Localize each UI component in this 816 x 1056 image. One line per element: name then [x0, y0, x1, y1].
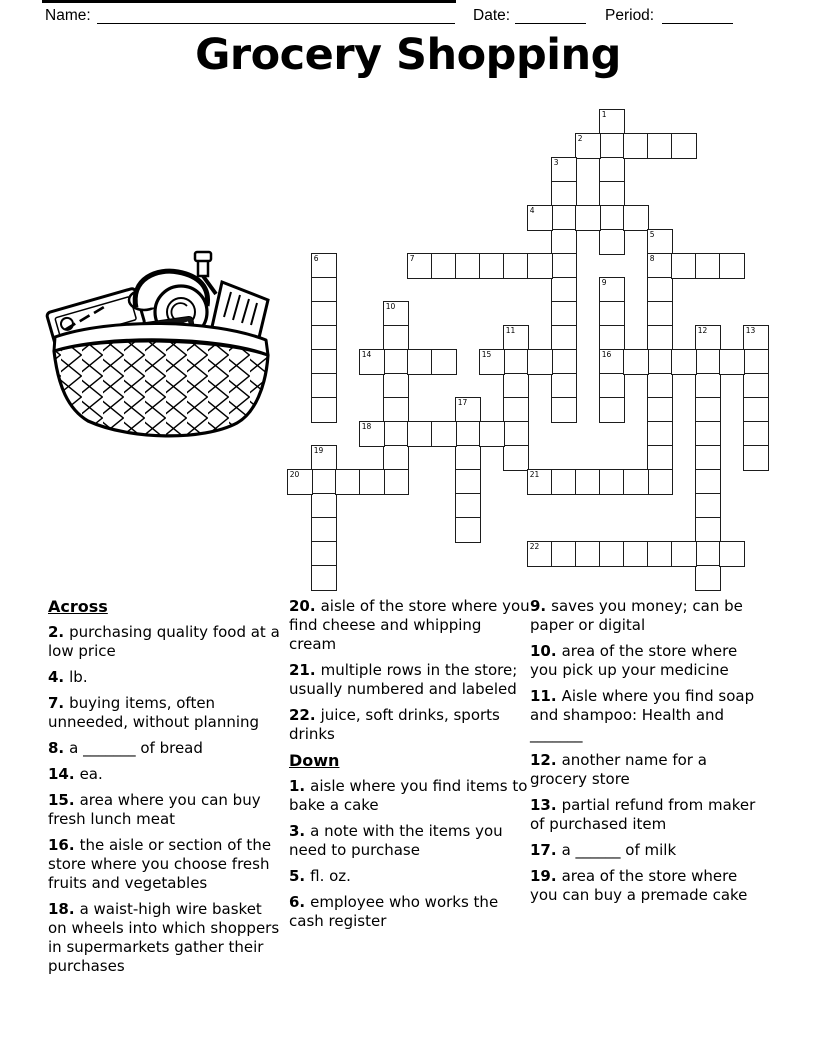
- clue-number: 1: [601, 109, 607, 119]
- crossword-cell: [311, 277, 337, 303]
- crossword-cell: [551, 397, 577, 423]
- crossword-cell: [599, 373, 625, 399]
- crossword-cell: [743, 445, 769, 471]
- clue-number: 3: [553, 157, 559, 167]
- clue-column-right: [530, 597, 768, 912]
- crossword-cell: [455, 397, 481, 423]
- crossword-cell: [671, 349, 697, 375]
- clue-item-number: 13.: [530, 796, 557, 814]
- crossword-cell: [671, 253, 697, 279]
- date-label: Date:: [473, 7, 511, 24]
- period-label: Period:: [605, 7, 655, 24]
- crossword-cell: [695, 325, 721, 351]
- crossword-cell: [695, 373, 721, 399]
- crossword-cell: [743, 421, 769, 447]
- crossword-cell: [695, 565, 721, 591]
- clue-item: [289, 893, 530, 931]
- clue-number: 8: [649, 253, 655, 263]
- crossword-cell: [311, 397, 337, 423]
- crossword-cell: [551, 373, 577, 399]
- crossword-cell: [647, 541, 673, 567]
- crossword-cell: [479, 349, 505, 375]
- crossword-cell: [527, 205, 553, 231]
- page-title: Grocery Shopping: [195, 30, 621, 80]
- clue-item: [48, 694, 281, 732]
- clue-item-text: another name for a grocery store: [530, 751, 707, 788]
- clue-number: 19: [313, 445, 324, 455]
- crossword-grid: [288, 110, 768, 590]
- crossword-cell: [503, 445, 529, 471]
- crossword-cell: [455, 517, 481, 543]
- clue-number: 7: [409, 253, 415, 263]
- crossword-cell: [695, 493, 721, 519]
- clue-item-text: employee who works the cash register: [289, 893, 499, 930]
- crossword-cell: [599, 397, 625, 423]
- crossword-cell: [503, 349, 529, 375]
- clue-column-middle: [289, 597, 530, 938]
- crossword-cell: [551, 541, 577, 567]
- clue-item: [48, 739, 281, 758]
- crossword-cell: [599, 157, 625, 183]
- clue-item-text: the aisle or section of the store where you choose fresh fruits and vegetables: [48, 836, 272, 892]
- clue-item-number: 14.: [48, 765, 75, 783]
- crossword-cell: [431, 421, 457, 447]
- crossword-cell: [599, 205, 625, 231]
- clue-number: 11: [505, 325, 516, 335]
- crossword-cell: [527, 469, 553, 495]
- clue-item-text: area where you can buy fresh lunch meat: [48, 791, 261, 828]
- clue-item-text: a waist-high wire basket on wheels into which shoppers in supermarkets gather their purchases: [48, 900, 280, 975]
- crossword-cell: [695, 469, 721, 495]
- crossword-cell: [311, 349, 337, 375]
- header-rule: [42, 0, 456, 3]
- crossword-cell: [551, 301, 577, 327]
- clue-item-text: partial refund from maker of purchased item: [530, 796, 756, 833]
- clue-item: [289, 661, 530, 699]
- clue-item-text: area of the store where you pick up your medicine: [530, 642, 738, 679]
- crossword-cell: [407, 349, 433, 375]
- crossword-cell: [647, 325, 673, 351]
- clue-item: [530, 597, 768, 635]
- crossword-cell: [599, 109, 625, 135]
- crossword-cell: [695, 349, 721, 375]
- crossword-cell: [383, 301, 409, 327]
- crossword-cell: [551, 157, 577, 183]
- crossword-cell: [623, 349, 649, 375]
- clue-item: [289, 706, 530, 744]
- clue-item-text: a note with the items you need to purchase: [289, 822, 503, 859]
- crossword-cell: [647, 253, 673, 279]
- clue-item-number: 20.: [289, 597, 316, 615]
- clue-item-number: 8.: [48, 739, 65, 757]
- crossword-cell: [359, 421, 385, 447]
- crossword-cell: [743, 325, 769, 351]
- crossword-cell: [311, 469, 337, 495]
- clue-item-text: juice, soft drinks, sports drinks: [289, 706, 500, 743]
- period-blank-line: [662, 7, 733, 24]
- crossword-cell: [647, 301, 673, 327]
- crossword-cell: [431, 253, 457, 279]
- crossword-cell: [599, 133, 625, 159]
- crossword-cell: [599, 349, 625, 375]
- crossword-cell: [479, 421, 505, 447]
- crossword-cell: [383, 373, 409, 399]
- clue-item: [48, 765, 281, 784]
- crossword-cell: [455, 253, 481, 279]
- date-blank-line: [515, 7, 586, 24]
- clue-item-number: 19.: [530, 867, 557, 885]
- clue-item: [289, 597, 530, 654]
- crossword-cell: [647, 277, 673, 303]
- crossword-cell: [551, 469, 577, 495]
- crossword-cell: [311, 493, 337, 519]
- crossword-cell: [743, 397, 769, 423]
- clue-item-number: 4.: [48, 668, 65, 686]
- clue-number: 14: [361, 349, 372, 359]
- crossword-cell: [311, 373, 337, 399]
- clue-number: 9: [601, 277, 607, 287]
- clue-item: [530, 642, 768, 680]
- crossword-cell: [311, 565, 337, 591]
- clue-item-number: 1.: [289, 777, 306, 795]
- clue-item: [48, 900, 281, 976]
- crossword-cell: [455, 493, 481, 519]
- crossword-cell: [743, 373, 769, 399]
- crossword-cell: [647, 349, 673, 375]
- crossword-cell: [551, 229, 577, 255]
- crossword-cell: [551, 349, 577, 375]
- clue-number: 20: [289, 469, 300, 479]
- crossword-cell: [599, 301, 625, 327]
- crossword-cell: [455, 445, 481, 471]
- crossword-cell: [527, 349, 553, 375]
- clue-column-left: [48, 597, 281, 983]
- clue-number: 16: [601, 349, 612, 359]
- crossword-cell: [599, 181, 625, 207]
- crossword-cell: [599, 541, 625, 567]
- clue-number: 5: [649, 229, 655, 239]
- crossword-cell: [359, 349, 385, 375]
- crossword-cell: [647, 397, 673, 423]
- crossword-cell: [695, 397, 721, 423]
- clue-item-number: 22.: [289, 706, 316, 724]
- clue-item: [48, 791, 281, 829]
- crossword-cell: [503, 253, 529, 279]
- clue-item-number: 16.: [48, 836, 75, 854]
- clue-number: 17: [457, 397, 468, 407]
- clue-number: 21: [529, 469, 540, 479]
- crossword-cell: [599, 325, 625, 351]
- crossword-cell: [383, 469, 409, 495]
- clue-item-text: Aisle where you find soap and shampoo: Health and _______: [530, 687, 755, 743]
- clue-number: 18: [361, 421, 372, 431]
- crossword-cell: [287, 469, 313, 495]
- crossword-cell: [623, 469, 649, 495]
- clue-item-number: 10.: [530, 642, 557, 660]
- clue-item-number: 2.: [48, 623, 65, 641]
- clue-item: [289, 822, 530, 860]
- clue-item-text: aisle of the store where you find cheese and whipping cream: [289, 597, 530, 653]
- clue-item: [530, 751, 768, 789]
- clue-item-number: 6.: [289, 893, 306, 911]
- crossword-cell: [647, 229, 673, 255]
- clue-number: 12: [697, 325, 708, 335]
- crossword-cell: [311, 325, 337, 351]
- clue-item: [530, 796, 768, 834]
- grocery-basket-illustration: [40, 250, 278, 442]
- clue-item-number: 17.: [530, 841, 557, 859]
- crossword-cell: [311, 253, 337, 279]
- crossword-cell: [383, 445, 409, 471]
- clue-item: [289, 867, 530, 886]
- crossword-cell: [623, 205, 649, 231]
- crossword-cell: [383, 325, 409, 351]
- crossword-cell: [575, 469, 601, 495]
- crossword-cell: [575, 133, 601, 159]
- crossword-cell: [479, 253, 505, 279]
- crossword-cell: [599, 277, 625, 303]
- crossword-cell: [407, 421, 433, 447]
- clue-item: [48, 836, 281, 893]
- crossword-cell: [503, 325, 529, 351]
- crossword-cell: [551, 181, 577, 207]
- crossword-cell: [695, 421, 721, 447]
- crossword-cell: [743, 349, 769, 375]
- crossword-cell: [647, 373, 673, 399]
- clue-item: [530, 867, 768, 905]
- clue-item-text: a ______ of milk: [561, 841, 677, 859]
- crossword-cell: [503, 373, 529, 399]
- clue-item-number: 9.: [530, 597, 547, 615]
- clue-item-text: buying items, often unneeded, without planning: [48, 694, 260, 731]
- crossword-cell: [647, 469, 673, 495]
- crossword-cell: [671, 133, 697, 159]
- clue-number: 4: [529, 205, 535, 215]
- crossword-cell: [719, 349, 745, 375]
- crossword-cell: [623, 541, 649, 567]
- crossword-cell: [503, 421, 529, 447]
- clue-list-heading: Down: [289, 751, 340, 770]
- clue-item: [530, 687, 768, 744]
- crossword-cell: [551, 277, 577, 303]
- clue-list-heading: Across: [48, 597, 108, 616]
- name-label: Name:: [45, 7, 91, 24]
- crossword-cell: [383, 349, 409, 375]
- clue-item-number: 7.: [48, 694, 65, 712]
- crossword-cell: [647, 133, 673, 159]
- crossword-cell: [311, 541, 337, 567]
- crossword-cell: [695, 253, 721, 279]
- crossword-cell: [575, 541, 601, 567]
- clue-item-number: 21.: [289, 661, 316, 679]
- crossword-cell: [455, 421, 481, 447]
- clue-number: 22: [529, 541, 540, 551]
- crossword-cell: [695, 517, 721, 543]
- crossword-cell: [671, 541, 697, 567]
- clue-item-number: 15.: [48, 791, 75, 809]
- crossword-cell: [599, 469, 625, 495]
- crossword-cell: [647, 421, 673, 447]
- clue-item-number: 3.: [289, 822, 306, 840]
- clue-item: [289, 777, 530, 815]
- crossword-cell: [311, 445, 337, 471]
- crossword-cell: [647, 445, 673, 471]
- crossword-cell: [407, 253, 433, 279]
- crossword-cell: [599, 229, 625, 255]
- clue-item-text: purchasing quality food at a low price: [48, 623, 280, 660]
- crossword-cell: [551, 205, 577, 231]
- clue-item-text: aisle where you find items to bake a cake: [289, 777, 528, 814]
- clue-item-text: a _______ of bread: [69, 739, 203, 757]
- clue-item-text: area of the store where you can buy a premade cake: [530, 867, 748, 904]
- crossword-cell: [551, 325, 577, 351]
- clue-item-number: 5.: [289, 867, 306, 885]
- clue-number: 15: [481, 349, 492, 359]
- crossword-cell: [695, 541, 721, 567]
- clue-item: [48, 668, 281, 687]
- clue-number: 13: [745, 325, 756, 335]
- crossword-cell: [311, 517, 337, 543]
- clue-item: [530, 841, 768, 860]
- crossword-cell: [503, 397, 529, 423]
- clue-number: 10: [385, 301, 396, 311]
- crossword-cell: [719, 253, 745, 279]
- crossword-cell: [719, 541, 745, 567]
- crossword-cell: [359, 469, 385, 495]
- crossword-cell: [527, 541, 553, 567]
- crossword-cell: [527, 253, 553, 279]
- crossword-cell: [431, 349, 457, 375]
- clue-item-number: 18.: [48, 900, 75, 918]
- clue-item: [48, 623, 281, 661]
- clue-item-text: saves you money; can be paper or digital: [530, 597, 743, 634]
- clue-number: 6: [313, 253, 319, 263]
- crossword-cell: [455, 469, 481, 495]
- clue-item-text: multiple rows in the store; usually numbered and labeled: [289, 661, 518, 698]
- clue-item-text: lb.: [69, 668, 88, 686]
- crossword-cell: [383, 421, 409, 447]
- crossword-cell: [695, 445, 721, 471]
- crossword-cell: [311, 301, 337, 327]
- crossword-cell: [575, 205, 601, 231]
- clue-item-number: 11.: [530, 687, 557, 705]
- crossword-cell: [623, 133, 649, 159]
- clue-item-text: ea.: [79, 765, 103, 783]
- crossword-cell: [383, 397, 409, 423]
- clue-item-text: fl. oz.: [310, 867, 351, 885]
- name-blank-line: [97, 7, 455, 24]
- clue-item-number: 12.: [530, 751, 557, 769]
- crossword-cell: [551, 253, 577, 279]
- crossword-cell: [335, 469, 361, 495]
- clue-number: 2: [577, 133, 583, 143]
